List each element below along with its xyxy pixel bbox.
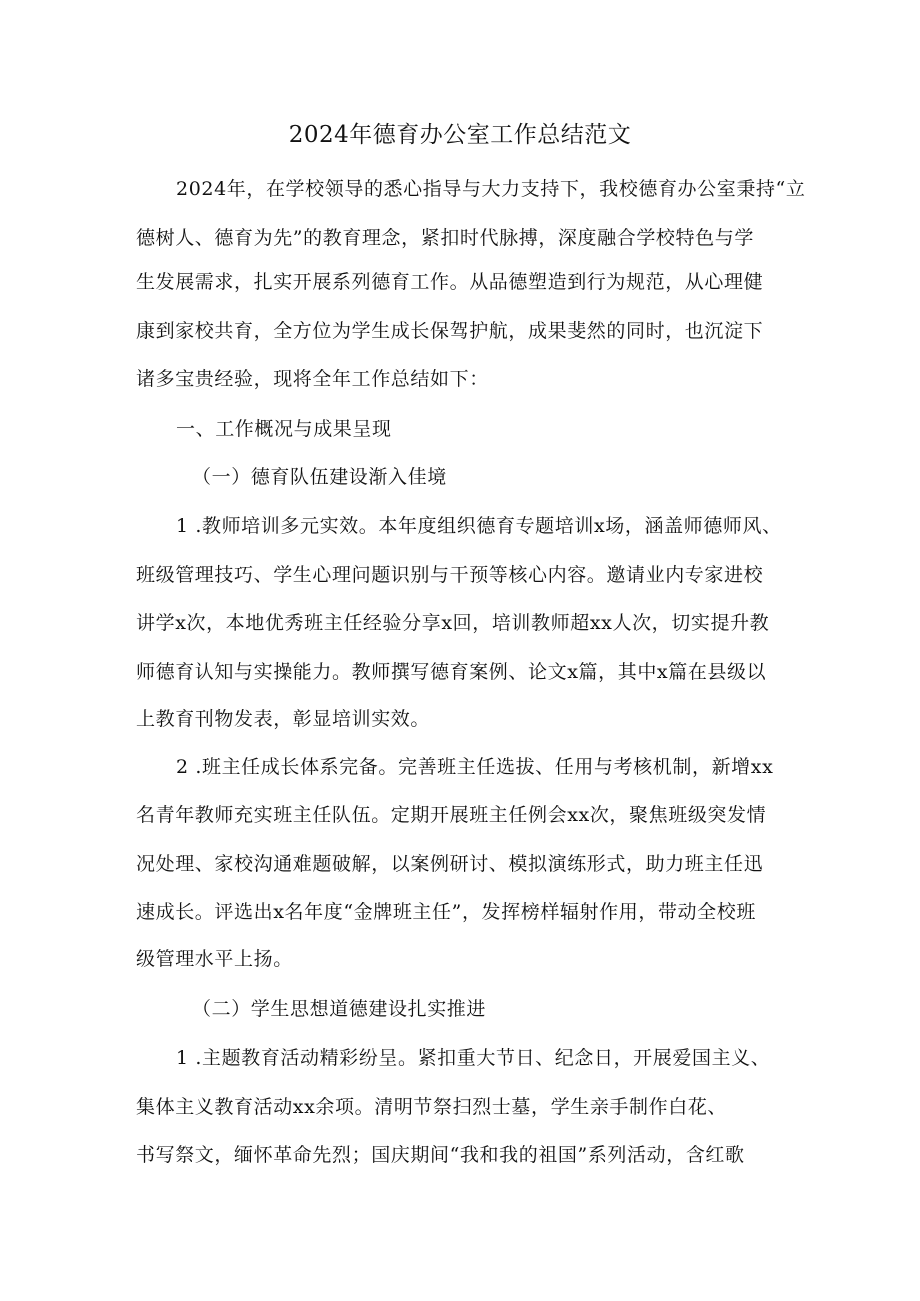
document-title: 2024年德育办公室工作总结范文 (288, 122, 632, 148)
subsection-heading: （一）德育队伍建设渐入佳境 (192, 466, 447, 488)
paragraph-line: 集体主义教育活动xx余项。清明节祭扫烈士墓，学生亲手制作白花、 (136, 1096, 728, 1118)
section-heading: 一、工作概况与成果呈现 (176, 418, 392, 440)
paragraph-line: 诸多宝贵经验，现将全年工作总结如下： (136, 368, 489, 390)
paragraph-line: 讲学x次，本地优秀班主任经验分享x回，培训教师超xx人次，切实提升教 (136, 612, 770, 634)
paragraph-line: 名青年教师充实班主任队伍。定期开展班主任例会xx次，聚焦班级突发情 (136, 804, 767, 826)
paragraph-line: 级管理水平上扬。 (136, 948, 293, 970)
paragraph-line: 德树人、德育为先”的教育理念，紧扣时代脉搏，深度融合学校特色与学 (136, 227, 754, 249)
paragraph-line: 况处理、家校沟通难题破解，以案例研讨、模拟演练形式，助力班主任迅 (136, 853, 764, 875)
paragraph-line: 1 .教师培训多元实效。本年度组织德育专题培训x场，涵盖师德师风、 (176, 515, 782, 537)
subsection-heading: （二）学生思想道德建设扎实推进 (192, 998, 487, 1020)
paragraph-line: 康到家校共育，全方位为学生成长保驾护航，成果斐然的同时，也沉淀下 (136, 320, 764, 342)
paragraph-line: 上教育刊物发表，彰显培训实效。 (136, 708, 431, 730)
paragraph-line: 2024年，在学校领导的悉心指导与大力支持下，我校德育办公室秉持“立 (176, 178, 806, 200)
paragraph-line: 1 .主题教育活动精彩纷呈。紧扣重大节日、纪念日，开展爱国主义、 (176, 1047, 771, 1069)
paragraph-line: 2 .班主任成长体系完备。完善班主任选拔、任用与考核机制，新增xx (176, 756, 774, 778)
paragraph-line: 班级管理技巧、学生心理问题识别与干预等核心内容。邀请业内专家进校 (136, 564, 764, 586)
paragraph-line: 师德育认知与实操能力。教师撰写德育案例、论文x篇，其中x篇在县级以 (136, 661, 767, 683)
paragraph-line: 生发展需求，扎实开展系列德育工作。从品德塑造到行为规范，从心理健 (136, 271, 764, 293)
paragraph-line: 书写祭文，缅怀革命先烈；国庆期间“我和我的祖国”系列活动，含红歌 (136, 1144, 745, 1166)
paragraph-line: 速成长。评选出x名年度“金牌班主任”，发挥榜样辐射作用，带动全校班 (136, 901, 756, 923)
